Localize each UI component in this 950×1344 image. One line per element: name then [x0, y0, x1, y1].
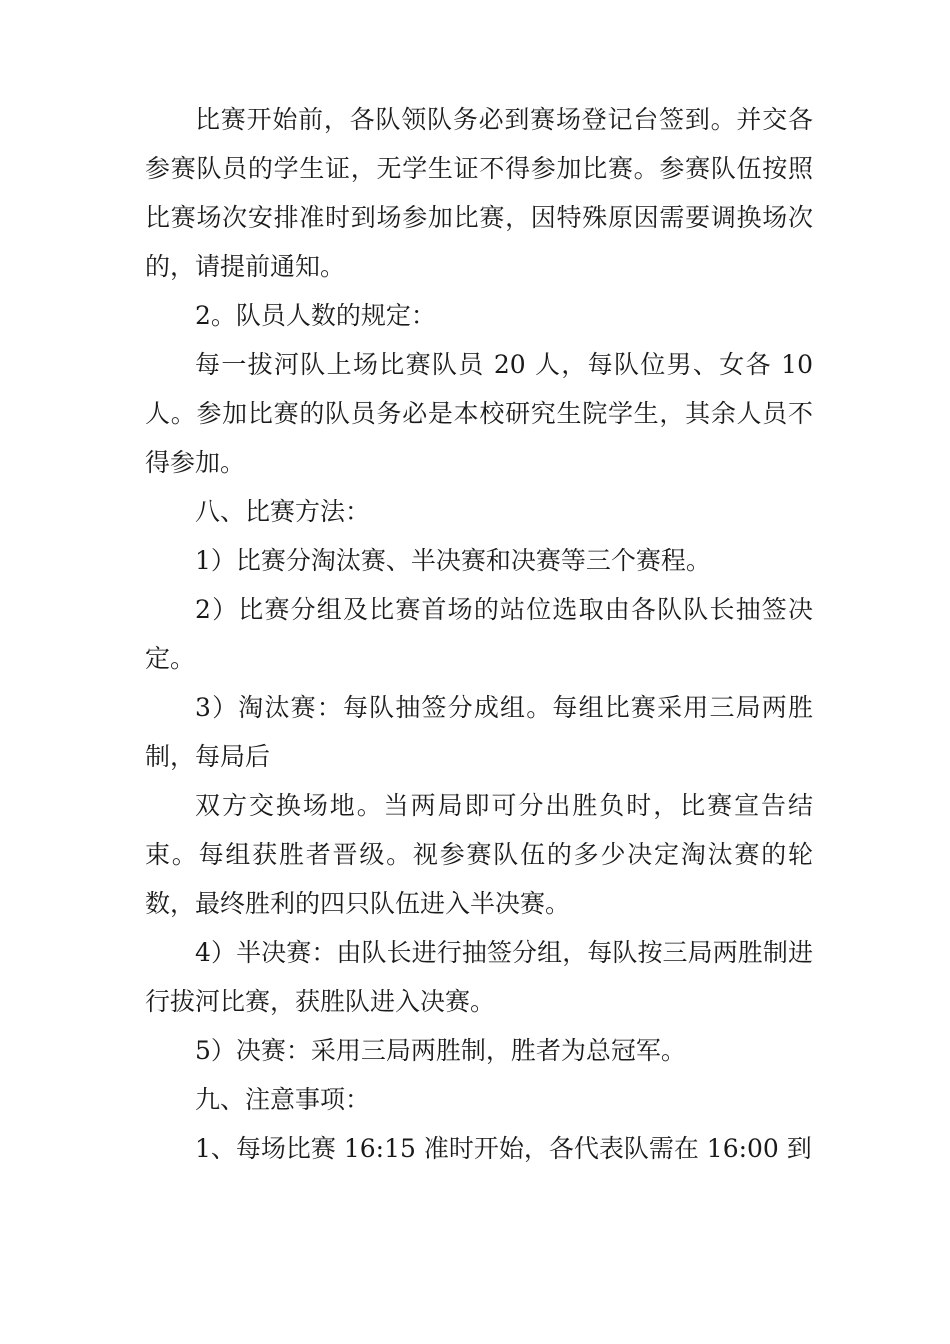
heading-notes: 九、注意事项：: [195, 1085, 371, 1114]
paragraph-method-3-continued: 双方交换场地。当两局即可分出胜负时，比赛宣告结束。每组获胜者晋级。视参赛队伍的多少决定淘汰赛的轮数，最终胜利的四只队伍进入半决赛。: [145, 791, 813, 918]
paragraph-method-3: 3）淘汰赛：每队抽签分成组。每组比赛采用三局两胜制，每局后: [145, 693, 813, 771]
heading-team-size: 2。队员人数的规定：: [195, 301, 436, 330]
paragraph-method-1: 1）比赛分淘汰赛、半决赛和决赛等三个赛程。: [195, 546, 711, 575]
paragraph-team-size: 每一拔河队上场比赛队员 20 人，每队位男、女各 10 人。参加比赛的队员务必是本校研究生院学生，其余人员不得参加。: [145, 350, 813, 477]
paragraph-signin-rules: 比赛开始前，各队领队务必到赛场登记台签到。并交各参赛队员的学生证，无学生证不得参加比赛。参赛队伍按照比赛场次安排准时到场参加比赛，因特殊原因需要调换场次的，请提前通知。: [145, 105, 813, 281]
paragraph-note-1: 1、每场比赛 16:15 准时开始，各代表队需在 16:00 到: [195, 1134, 812, 1163]
paragraph-method-2: 2）比赛分组及比赛首场的站位选取由各队队长抽签决定。: [145, 595, 813, 673]
paragraph-method-4: 4）半决赛：由队长进行抽签分组，每队按三局两胜制进行拔河比赛，获胜队进入决赛。: [145, 938, 813, 1016]
paragraph-method-5: 5）决赛：采用三局两胜制，胜者为总冠军。: [195, 1036, 686, 1065]
heading-competition-method: 八、比赛方法：: [195, 497, 371, 526]
document-page: [145, 95, 813, 1173]
